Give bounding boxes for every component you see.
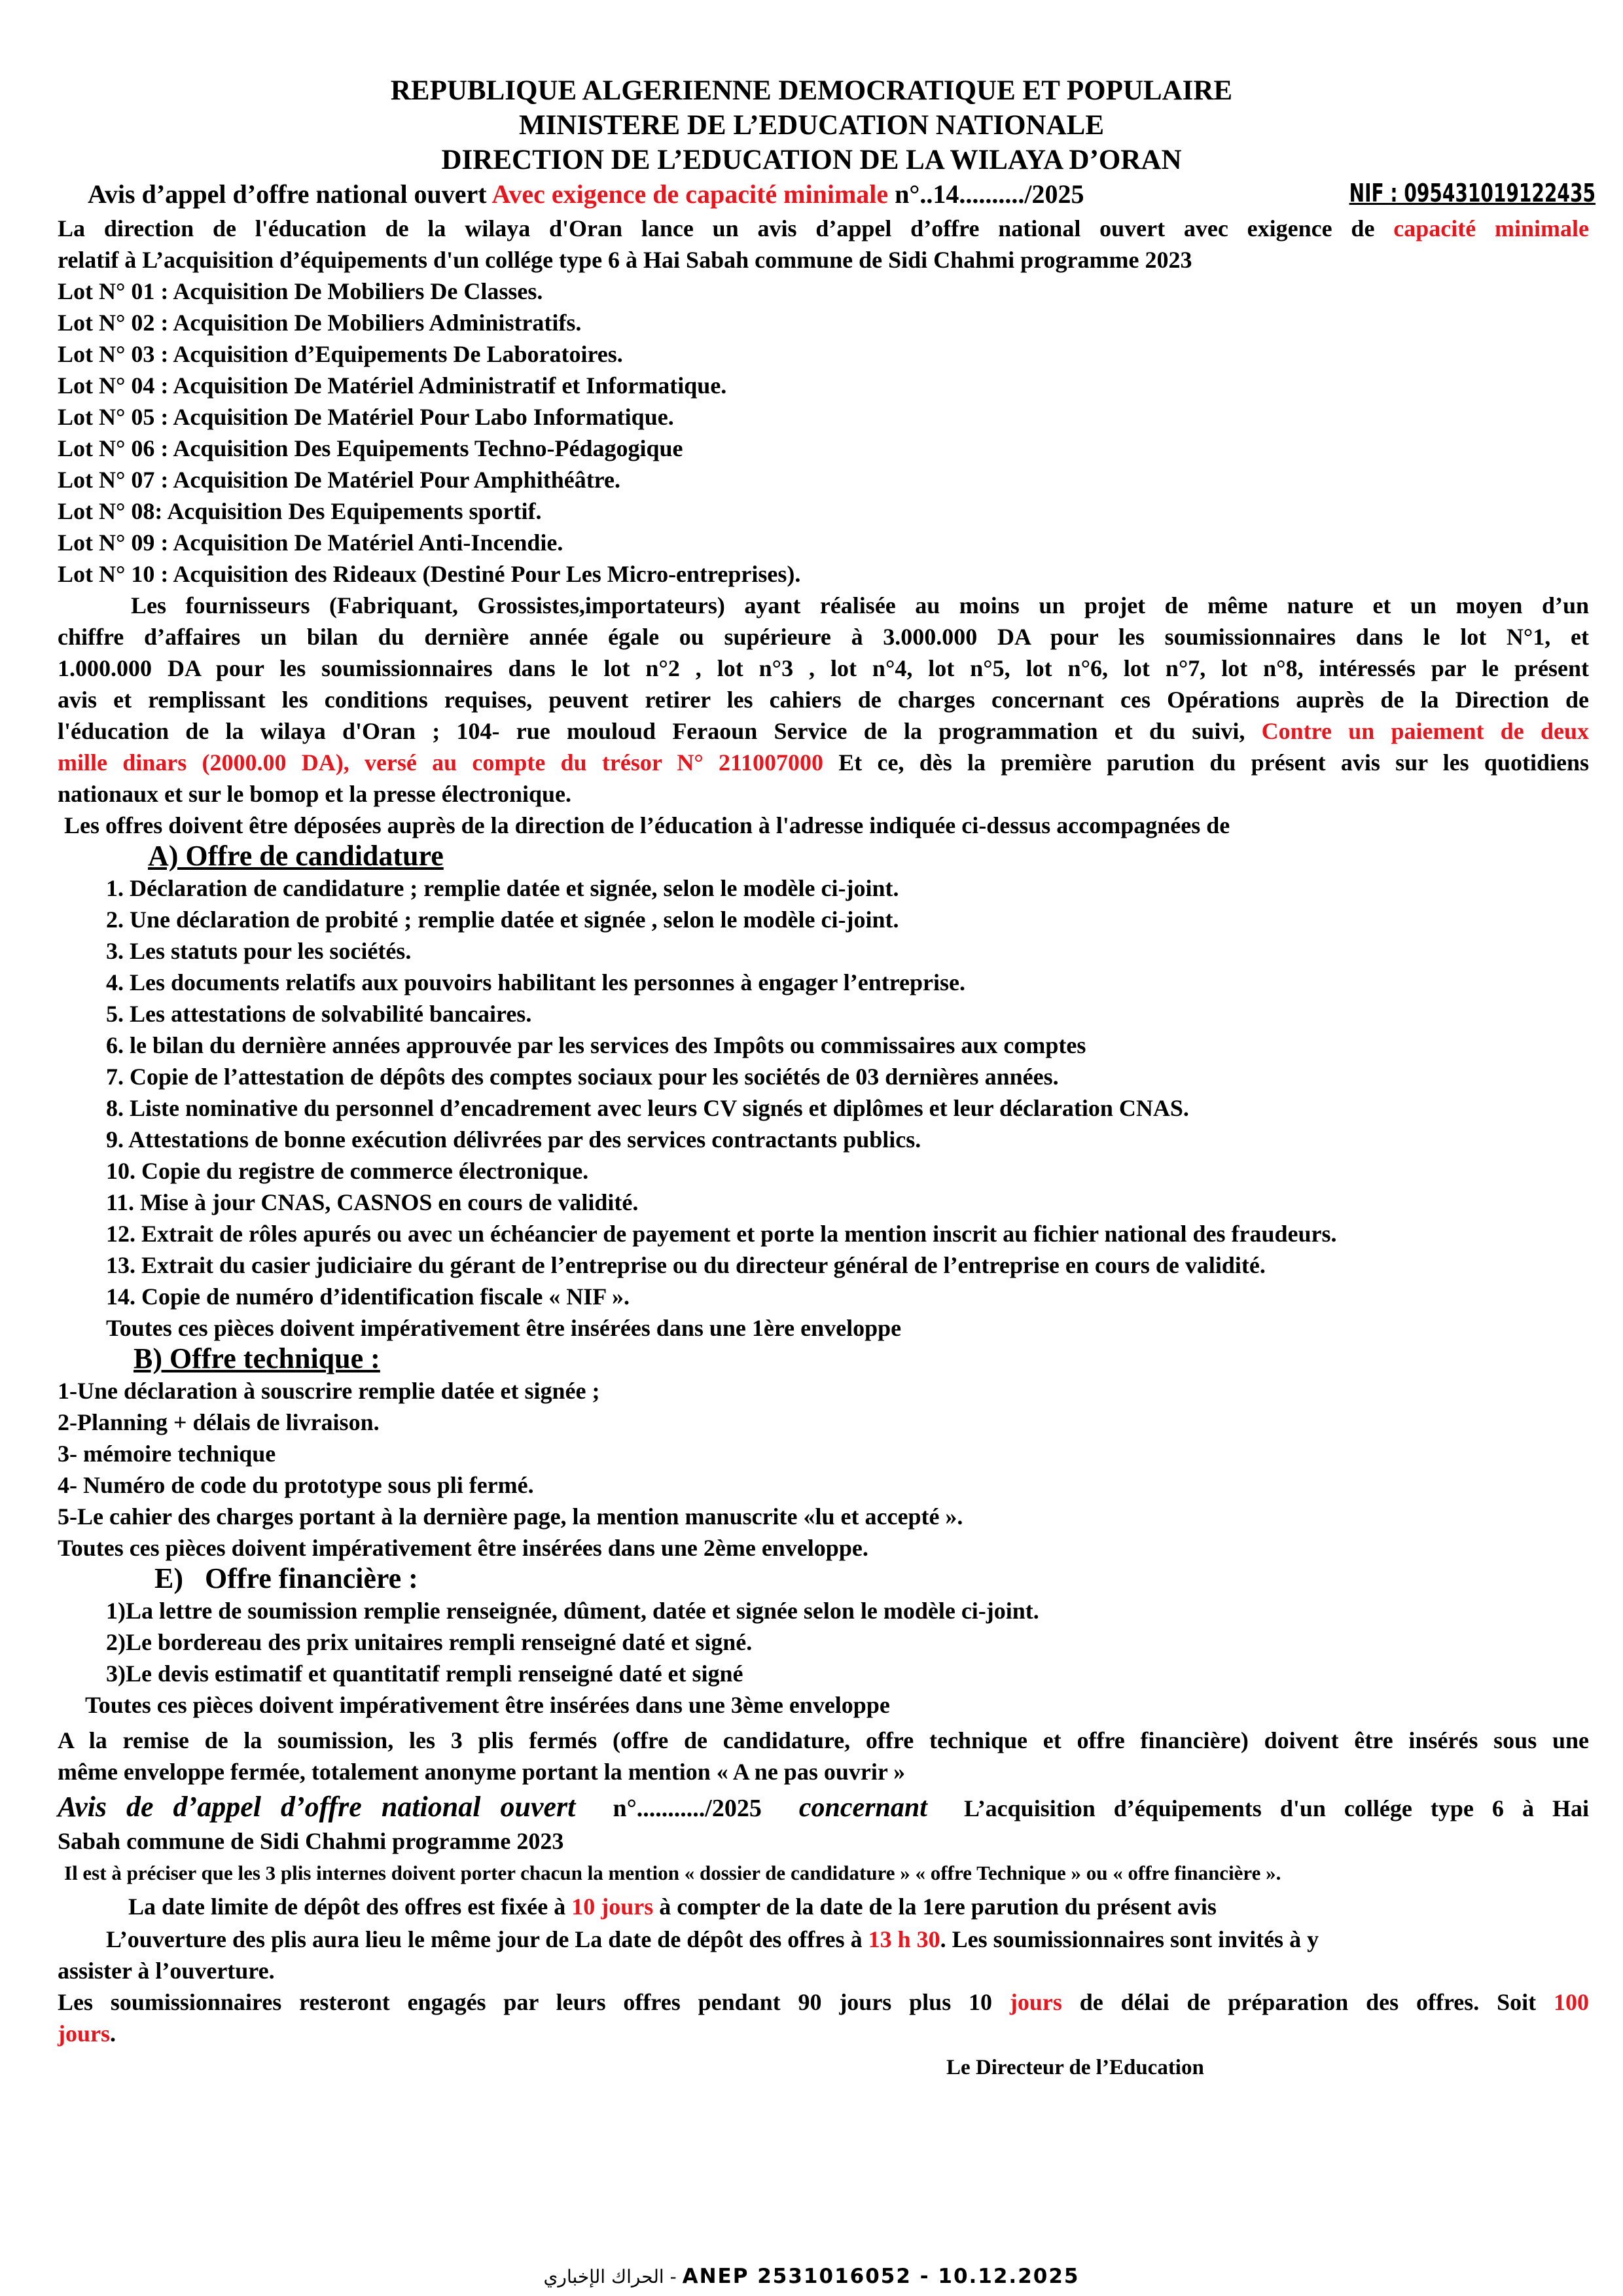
technique-item-3: 3- mémoire technique bbox=[58, 1441, 276, 1467]
candidature-item-2: 2. Une déclaration de probité ; remplie datée et signée , selon le modèle ci-joint. bbox=[106, 906, 899, 933]
candidature-item-10: 10. Copie du registre de commerce électronique. bbox=[106, 1158, 589, 1184]
lot-03: Lot N° 03 : Acquisition d’Equipements De Laboratoires. bbox=[58, 341, 623, 367]
dates-4a: Les soumissionnaires resteront engagés par leurs offres pendant 90 jours plus 10 bbox=[58, 1989, 1010, 2015]
para-6-red: mille dinars (2000.00 DA), versé au compte du trésor N° 211007000 bbox=[58, 749, 824, 776]
candidature-item-5: 5. Les attestations de solvabilité bancaires. bbox=[106, 1001, 532, 1027]
intro-text: La direction de l'éducation de la wilaya d'Oran lance un avis d’appel d’offre national ouvert avec exigence de bbox=[58, 215, 1375, 242]
dates-4-red2: 100 bbox=[1553, 1989, 1589, 2015]
dates-2a: L’ouverture des plis aura lieu le même jour de La date de dépôt des offres à bbox=[106, 1926, 868, 1952]
dates-line-1 bbox=[128, 1892, 1217, 1922]
lot-07: Lot N° 07 : Acquisition De Matériel Pour Amphithéâtre. bbox=[58, 467, 620, 493]
dates-4-red: jours bbox=[1009, 1989, 1062, 2015]
footer-arabic: الحراك الإخباري - bbox=[543, 2266, 683, 2287]
dates-5-red: jours bbox=[58, 2020, 110, 2047]
avis-number: n°.........../2025 bbox=[575, 1795, 799, 1822]
remise-line-2: même enveloppe fermée, totalement anonyme portant la mention « A ne pas ouvrir » bbox=[58, 1759, 906, 1785]
technique-closing: Toutes ces pièces doivent impérativement être insérées dans une 2ème enveloppe. bbox=[58, 1535, 868, 1561]
header-direction: DIRECTION DE L’EDUCATION DE LA WILAYA D’ORAN bbox=[441, 145, 1182, 175]
avis-title-part1: Avis d’appel d’offre national ouvert bbox=[88, 179, 492, 209]
financiere-item-1: 1)La lettre de soumission remplie renseignée, dûment, datée et signée selon le modèle ci-joint. bbox=[106, 1598, 1039, 1624]
footer-code: ANEP 2531016052 - 10.12.2025 bbox=[682, 2265, 1080, 2288]
candidature-item-4: 4. Les documents relatifs aux pouvoirs habilitant les personnes à engager l’entreprise. bbox=[106, 969, 965, 996]
dates-2-red: 13 h 30 bbox=[868, 1926, 940, 1952]
technique-item-5: 5-Le cahier des charges portant à la dernière page, la mention manuscrite «lu et accepté ». bbox=[58, 1503, 963, 1530]
dates-line-2 bbox=[106, 1924, 1319, 1954]
remise-line-1: A la remise de la soumission, les 3 plis fermés (offre de candidature, offre technique et offre financière) doivent être insérés sous une bbox=[58, 1727, 1589, 1753]
nif-number: NIF : 095431019122435 bbox=[1349, 179, 1596, 207]
intro-line-2: relatif à L’acquisition d’équipements d'un collége type 6 à Hai Sabah commune de Sidi Chahmi programme 2023 bbox=[58, 247, 1192, 273]
signature: Le Directeur de l’Education bbox=[946, 2056, 1204, 2079]
technique-item-4: 4- Numéro de code du prototype sous pli fermé. bbox=[58, 1472, 534, 1498]
candidature-item-9: 9. Attestations de bonne exécution délivrées par des services contractants publics. bbox=[106, 1126, 921, 1153]
intro-line-1 bbox=[58, 213, 1589, 243]
para-line-8: Les offres doivent être déposées auprès de la direction de l’éducation à l'adresse indiquée ci-dessus accompagnées de bbox=[64, 812, 1230, 838]
avis-concernant: concernant bbox=[798, 1793, 927, 1823]
financiere-item-2: 2)Le bordereau des prix unitaires rempli renseigné daté et signé. bbox=[106, 1629, 753, 1655]
candidature-title: A) Offre de candidature bbox=[148, 840, 444, 872]
candidature-item-13: 13. Extrait du casier judiciaire du gérant de l’entreprise ou du directeur général de l’entreprise en cours de validité. bbox=[106, 1252, 1266, 1278]
header-ministry: MINISTERE DE L’EDUCATION NATIONALE bbox=[518, 110, 1104, 141]
dates-1a: La date limite de dépôt des offres est fixée à bbox=[128, 1893, 572, 1920]
candidature-closing: Toutes ces pièces doivent impérativement être insérées dans une 1ère enveloppe bbox=[106, 1315, 902, 1341]
dates-line-3: assister à l’ouverture. bbox=[58, 1958, 275, 1984]
avis-title bbox=[88, 179, 1084, 209]
financiere-title: E) Offre financière : bbox=[154, 1562, 418, 1594]
dates-1b: à compter de la date de la 1ere parution du présent avis bbox=[653, 1893, 1217, 1920]
lot-06: Lot N° 06 : Acquisition Des Equipements Techno-Pédagogique bbox=[58, 435, 683, 461]
candidature-item-11: 11. Mise à jour CNAS, CASNOS en cours de validité. bbox=[106, 1189, 639, 1215]
technique-item-1: 1-Une déclaration à souscrire remplie datée et signée ; bbox=[58, 1378, 600, 1404]
para-line-5 bbox=[58, 716, 1589, 746]
candidature-item-6: 6. le bilan du dernière années approuvée par les services des Impôts ou commissaires aux comptes bbox=[106, 1032, 1086, 1058]
dates-2b: . Les soumissionnaires sont invités à y bbox=[940, 1926, 1319, 1952]
footer-anep bbox=[0, 2265, 1623, 2288]
avis-rest: L’acquisition d’équipements d'un collége type 6 à Hai bbox=[927, 1795, 1589, 1821]
para-line-7: nationaux et sur le bomop et la presse électronique. bbox=[58, 781, 571, 807]
technique-item-2: 2-Planning + délais de livraison. bbox=[58, 1409, 380, 1435]
remise-line-5: Il est à préciser que les 3 plis internes doivent porter chacun la mention « dossier de candidature » « offre Technique » ou « offre financière ». bbox=[64, 1861, 1281, 1884]
dates-line-4 bbox=[58, 1987, 1589, 2017]
candidature-item-12: 12. Extrait de rôles apurés ou avec un échéancier de payement et porte la mention inscrit au fichier national des fraudeurs. bbox=[106, 1221, 1337, 1247]
candidature-item-3: 3. Les statuts pour les sociétés. bbox=[106, 938, 412, 964]
para-6-text: Et ce, dès la première parution du présent avis sur les quotidiens bbox=[838, 749, 1589, 776]
lot-05: Lot N° 05 : Acquisition De Matériel Pour Labo Informatique. bbox=[58, 404, 674, 430]
para-5-red: Contre un paiement de deux bbox=[1261, 718, 1590, 744]
candidature-item-8: 8. Liste nominative du personnel d’encadrement avec leurs CV signés et diplômes et leur déclaration CNAS. bbox=[106, 1095, 1189, 1121]
financiere-item-3: 3)Le devis estimatif et quantitatif rempli renseigné daté et signé bbox=[106, 1660, 743, 1687]
candidature-item-1: 1. Déclaration de candidature ; remplie datée et signée, selon le modèle ci-joint. bbox=[106, 875, 899, 901]
avis-title-number: n°..14........../2025 bbox=[888, 179, 1084, 209]
dates-5b: . bbox=[110, 2020, 116, 2047]
lot-02: Lot N° 02 : Acquisition De Mobiliers Administratifs. bbox=[58, 310, 582, 336]
para-line-4: avis et remplissant les conditions requises, peuvent retirer les cahiers de charges concernant ces Opérations auprès de la Direction de bbox=[58, 687, 1589, 713]
candidature-item-14: 14. Copie de numéro d’identification fiscale « NIF ». bbox=[106, 1283, 630, 1310]
lot-04: Lot N° 04 : Acquisition De Matériel Administratif et Informatique. bbox=[58, 372, 727, 399]
header-republic: REPUBLIQUE ALGERIENNE DEMOCRATIQUE ET POPULAIRE bbox=[390, 75, 1233, 106]
intro-red: capacité minimale bbox=[1393, 215, 1589, 242]
avis-title-red: Avec exigence de capacité minimale bbox=[491, 179, 889, 209]
remise-line-4: Sabah commune de Sidi Chahmi programme 2023 bbox=[58, 1828, 564, 1854]
avis-italic: Avis de d’appel d’offre national ouvert bbox=[58, 1791, 576, 1823]
para-line-1: Les fournisseurs (Fabriquant, Grossistes,importateurs) ayant réalisée au moins un projet de même nature et un moyen d’un bbox=[131, 592, 1589, 619]
dates-1-red: 10 jours bbox=[571, 1893, 654, 1920]
remise-avis-line bbox=[58, 1789, 1589, 1826]
lot-09: Lot N° 09 : Acquisition De Matériel Anti-Incendie. bbox=[58, 529, 563, 556]
candidature-item-7: 7. Copie de l’attestation de dépôts des comptes sociaux pour les sociétés de 03 dernières années. bbox=[106, 1064, 1059, 1090]
lot-10: Lot N° 10 : Acquisition des Rideaux (Destiné Pour Les Micro-entreprises). bbox=[58, 561, 801, 587]
financiere-closing: Toutes ces pièces doivent impérativement être insérées dans une 3ème enveloppe bbox=[85, 1692, 890, 1718]
para-line-6 bbox=[58, 747, 1589, 778]
para-line-3: 1.000.000 DA pour les soumissionnaires dans le lot n°2 , lot n°3 , lot n°4, lot n°5, lot n°6, lot n°7, lot n°8, intéressés par le présent bbox=[58, 655, 1589, 681]
para-5-text: l'éducation de la wilaya d'Oran ; 104- rue mouloud Feraoun Service de la programmation et du suivi, bbox=[58, 718, 1245, 744]
technique-title: B) Offre technique : bbox=[134, 1342, 380, 1374]
lot-01: Lot N° 01 : Acquisition De Mobiliers De Classes. bbox=[58, 278, 543, 304]
lot-08: Lot N° 08: Acquisition Des Equipements sportif. bbox=[58, 498, 542, 524]
dates-4b: de délai de préparation des offres. Soit bbox=[1061, 1989, 1554, 2015]
para-line-2: chiffre d’affaires un bilan du dernière année égale ou supérieure à 3.000.000 DA pour les soumissionnaires dans le lot N°1, et bbox=[58, 624, 1589, 650]
dates-line-5 bbox=[58, 2018, 116, 2049]
